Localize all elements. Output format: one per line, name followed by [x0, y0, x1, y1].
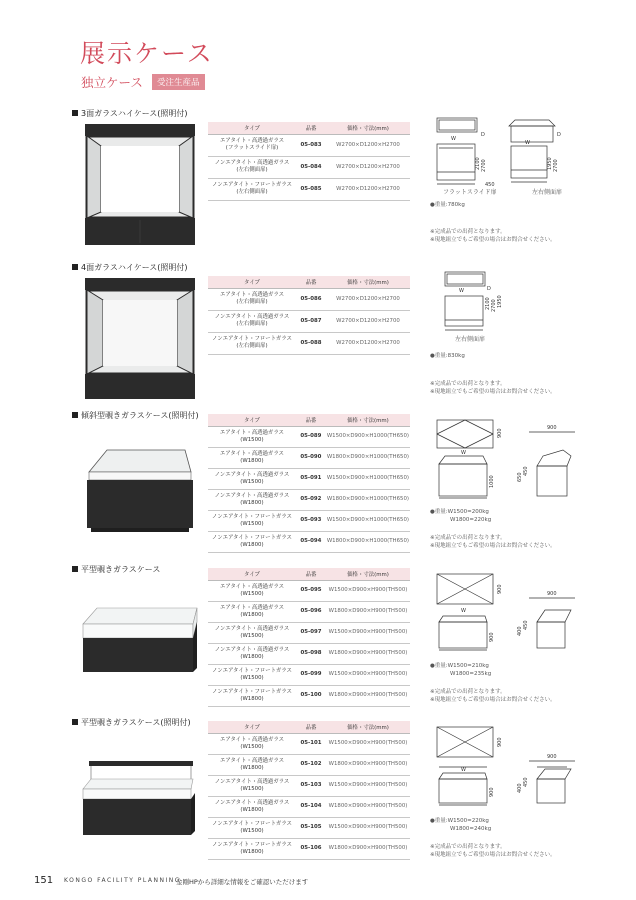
dimension-drawing — [425, 416, 585, 508]
shipping-notes: ※完成品での出荷となります。 ※現地組立でもご希望の場合はお問合せください。 — [430, 229, 556, 243]
page-footer — [0, 875, 636, 891]
svg-text:450: 450 — [485, 182, 495, 188]
svg-text:900: 900 — [497, 428, 503, 438]
section-heading: 4面ガラスハイケース(照明付) — [72, 262, 188, 273]
table-row: ノンエアタイト・フロートガラス (W1800) 05-094 W1800×D900×H1000(TH650) — [208, 531, 410, 552]
spec-table: タイプ 品番 価格・寸法(mm) エアタイト・高透過ガラス (フラットスライド扉) 05-083 W2700×D1200×H2700 ノンエアタイト・高透過ガラス (左右側面扉) 05-084 W2700×D1200×H2700 ノンエアタイト・フロートガラス (左右側面扉) 05-085 W2700×D1200×H2700 — [208, 122, 410, 201]
table-row: エアタイト・高透過ガラス (W1800) 05-102 W1800×D900×H900(TH500) — [208, 754, 410, 775]
svg-text:450: 450 — [523, 777, 529, 787]
svg-text:900: 900 — [497, 737, 503, 747]
table-row: エアタイト・高透過ガラス (左右側面扉) 05-086 W2700×D1200×H2700 — [208, 288, 410, 310]
svg-text:2700: 2700 — [553, 159, 559, 172]
shipping-notes: ※完成品での出荷となります。 ※現地組立でもご希望の場合はお問合せください。 — [430, 381, 556, 395]
product-photo — [81, 755, 199, 839]
table-row: ノンエアタイト・フロートガラス (W1500) 05-099 W1500×D900×H900(TH500) — [208, 664, 410, 685]
svg-text:900: 900 — [547, 591, 557, 597]
svg-text:400: 400 — [517, 626, 523, 636]
svg-text:400: 400 — [517, 783, 523, 793]
caption-side-door: 左右側面扉 — [455, 336, 486, 343]
table-row: エアタイト・高透過ガラス (W1800) 05-096 W1800×D900×H900(TH500) — [208, 601, 410, 622]
table-row: ノンエアタイト・高透過ガラス (左右側面扉) 05-084 W2700×D1200×H2700 — [208, 156, 410, 178]
caption-flat-slide: フラットスライド扉 — [443, 189, 497, 196]
table-row: エアタイト・高透過ガラス (W1800) 05-090 W1800×D900×H1000(TH650) — [208, 447, 410, 468]
section-heading: 平型覗きガラスケース(照明付) — [72, 717, 191, 728]
weight-note: ●重量:W1500=210kg W1800=235kg — [430, 663, 492, 677]
section-heading: 3面ガラスハイケース(照明付) — [72, 108, 188, 119]
table-row: ノンエアタイト・フロートガラス (左右側面扉) 05-088 W2700×D1200×H2700 — [208, 332, 410, 354]
spec-table: タイプ 品番 価格・寸法(mm) エアタイト・高透過ガラス (W1500) 05-101 W1500×D900×H900(TH500) エアタイト・高透過ガラス (W1800) 05-102 W1800×D900×H900(TH500) ノンエアタイト・高透過ガラス (W1500) 05-103 W1500×D900×H900(TH500) ノンエアタイト・高透過ガラス (W1800) 05-104 W1800×D900×H900(TH500) ノンエアタイト・フロートガラス (W1500) 05-105 W1500×D900×H900(TH500) ノンエアタイト・フロートガラス (W1800) 05-106 W1800×D900×H900(TH500) — [208, 721, 410, 860]
weight-note: ●重量:W1500=200kg W1800=220kg — [430, 509, 492, 523]
svg-text:650: 650 — [517, 472, 523, 482]
svg-text:W: W — [459, 288, 464, 294]
table-row: ノンエアタイト・高透過ガラス (W1800) 05-092 W1800×D900×H1000(TH650) — [208, 489, 410, 510]
dimension-drawing — [425, 570, 585, 662]
product-photo — [81, 122, 199, 247]
table-row: エアタイト・高透過ガラス (フラットスライド扉) 05-083 W2700×D1200×H2700 — [208, 134, 410, 156]
product-photo — [81, 444, 199, 534]
table-row: ノンエアタイト・フロートガラス (W1500) 05-105 W1500×D900×H900(TH500) — [208, 817, 410, 838]
dimension-drawing — [425, 114, 585, 190]
svg-text:W: W — [451, 136, 456, 142]
svg-text:900: 900 — [489, 787, 495, 797]
svg-text:450: 450 — [523, 620, 529, 630]
table-row: ノンエアタイト・高透過ガラス (W1800) 05-098 W1800×D900×H900(TH500) — [208, 643, 410, 664]
table-row: ノンエアタイト・フロートガラス (W1800) 05-100 W1800×D900×H900(TH500) — [208, 685, 410, 706]
svg-text:2100: 2100 — [485, 297, 491, 310]
table-row: ノンエアタイト・フロートガラス (W1500) 05-093 W1500×D900×H1000(TH650) — [208, 510, 410, 531]
spec-table: タイプ 品番 価格・寸法(mm) エアタイト・高透過ガラス (左右側面扉) 05-086 W2700×D1200×H2700 ノンエアタイト・高透過ガラス (左右側面扉) 05-087 W2700×D1200×H2700 ノンエアタイト・フロートガラス (左右側面扉) 05-088 W2700×D1200×H2700 — [208, 276, 410, 355]
table-row: ノンエアタイト・高透過ガラス (W1500) 05-097 W1500×D900×H900(TH500) — [208, 622, 410, 643]
table-row: ノンエアタイト・高透過ガラス (W1800) 05-104 W1800×D900×H900(TH500) — [208, 796, 410, 817]
svg-text:2100: 2100 — [475, 157, 481, 170]
svg-text:W: W — [525, 140, 530, 146]
shipping-notes: ※完成品での出荷となります。 ※現地組立でもご希望の場合はお問合せください。 — [430, 689, 556, 703]
table-row: ノンエアタイト・フロートガラス (W1800) 05-106 W1800×D900×H900(TH500) — [208, 838, 410, 859]
table-row: ノンエアタイト・高透過ガラス (左右側面扉) 05-087 W2700×D1200×H2700 — [208, 310, 410, 332]
section-heading: 平型覗きガラスケース — [72, 564, 160, 575]
svg-text:W: W — [461, 450, 466, 456]
dimension-drawing — [425, 723, 585, 815]
svg-text:900: 900 — [547, 425, 557, 431]
weight-note: ●重量:W1500=220kg W1800=240kg — [430, 818, 492, 832]
svg-text:W: W — [461, 608, 466, 614]
shipping-notes: ※完成品での出荷となります。 ※現地組立でもご希望の場合はお問合せください。 — [430, 535, 556, 549]
table-row: エアタイト・高透過ガラス (W1500) 05-089 W1500×D900×H1000(TH650) — [208, 426, 410, 447]
shipping-notes: ※完成品での出荷となります。 ※現地組立でもご希望の場合はお問合せください。 — [430, 844, 556, 858]
svg-text:2700: 2700 — [481, 159, 487, 172]
page-subtitle: 独立ケース — [81, 75, 143, 90]
website-note: 金剛HPから詳細な情報をご確認いただけます — [176, 878, 309, 886]
caption-side-door: 左右側面扉 — [532, 189, 563, 196]
weight-note: ●重量:830kg — [430, 353, 465, 359]
svg-text:450: 450 — [523, 466, 529, 476]
spec-table: タイプ 品番 価格・寸法(mm) エアタイト・高透過ガラス (W1500) 05-095 W1500×D900×H900(TH500) エアタイト・高透過ガラス (W1800) 05-096 W1800×D900×H900(TH500) ノンエアタイト・高透過ガラス (W1500) 05-097 W1500×D900×H900(TH500) ノンエアタイト・高透過ガラス (W1800) 05-098 W1800×D900×H900(TH500) ノンエアタイト・フロートガラス (W1500) 05-099 W1500×D900×H900(TH500) ノンエアタイト・フロートガラス (W1800) 05-100 W1800×D900×H900(TH500) — [208, 568, 410, 707]
table-row: ノンエアタイト・高透過ガラス (W1500) 05-091 W1500×D900×H1000(TH650) — [208, 468, 410, 489]
table-row: エアタイト・高透過ガラス (W1500) 05-101 W1500×D900×H900(TH500) — [208, 733, 410, 754]
svg-text:D: D — [481, 132, 485, 138]
svg-text:W: W — [461, 767, 466, 773]
dimension-drawing — [425, 268, 525, 334]
table-row: エアタイト・高透過ガラス (W1500) 05-095 W1500×D900×H900(TH500) — [208, 580, 410, 601]
svg-text:1950: 1950 — [547, 157, 553, 170]
made-to-order-badge: 受注生産品 — [152, 74, 205, 90]
svg-text:D: D — [487, 286, 491, 292]
spec-table: タイプ 品番 価格・寸法(mm) エアタイト・高透過ガラス (W1500) 05-089 W1500×D900×H1000(TH650) エアタイト・高透過ガラス (W1800) 05-090 W1800×D900×H1000(TH650) ノンエアタイト・高透過ガラス (W1500) 05-091 W1500×D900×H1000(TH650) ノンエアタイト・高透過ガラス (W1800) 05-092 W1800×D900×H1000(TH650) ノンエアタイト・フロートガラス (W1500) 05-093 W1500×D900×H1000(TH650) ノンエアタイト・フロートガラス (W1800) 05-094 W1800×D900×H1000(TH650) — [208, 414, 410, 553]
svg-text:900: 900 — [547, 754, 557, 760]
product-photo — [81, 276, 199, 401]
section-heading: 傾斜型覗きガラスケース(照明付) — [72, 410, 199, 421]
table-row: ノンエアタイト・フロートガラス (左右側面扉) 05-085 W2700×D1200×H2700 — [208, 178, 410, 200]
page-number: 151 — [34, 875, 54, 886]
product-photo — [81, 598, 199, 678]
svg-text:1950: 1950 — [497, 295, 503, 308]
svg-text:900: 900 — [497, 584, 503, 594]
brand-name: KONGO FACILITY PLANNING — [64, 877, 181, 884]
table-row: ノンエアタイト・高透過ガラス (W1500) 05-103 W1500×D900×H900(TH500) — [208, 775, 410, 796]
weight-note: ●重量:780kg — [430, 202, 465, 208]
page-title: 展示ケース — [80, 39, 214, 68]
svg-text:D: D — [557, 132, 561, 138]
svg-text:900: 900 — [489, 632, 495, 642]
svg-text:1000: 1000 — [489, 475, 495, 488]
svg-text:2700: 2700 — [491, 299, 497, 312]
